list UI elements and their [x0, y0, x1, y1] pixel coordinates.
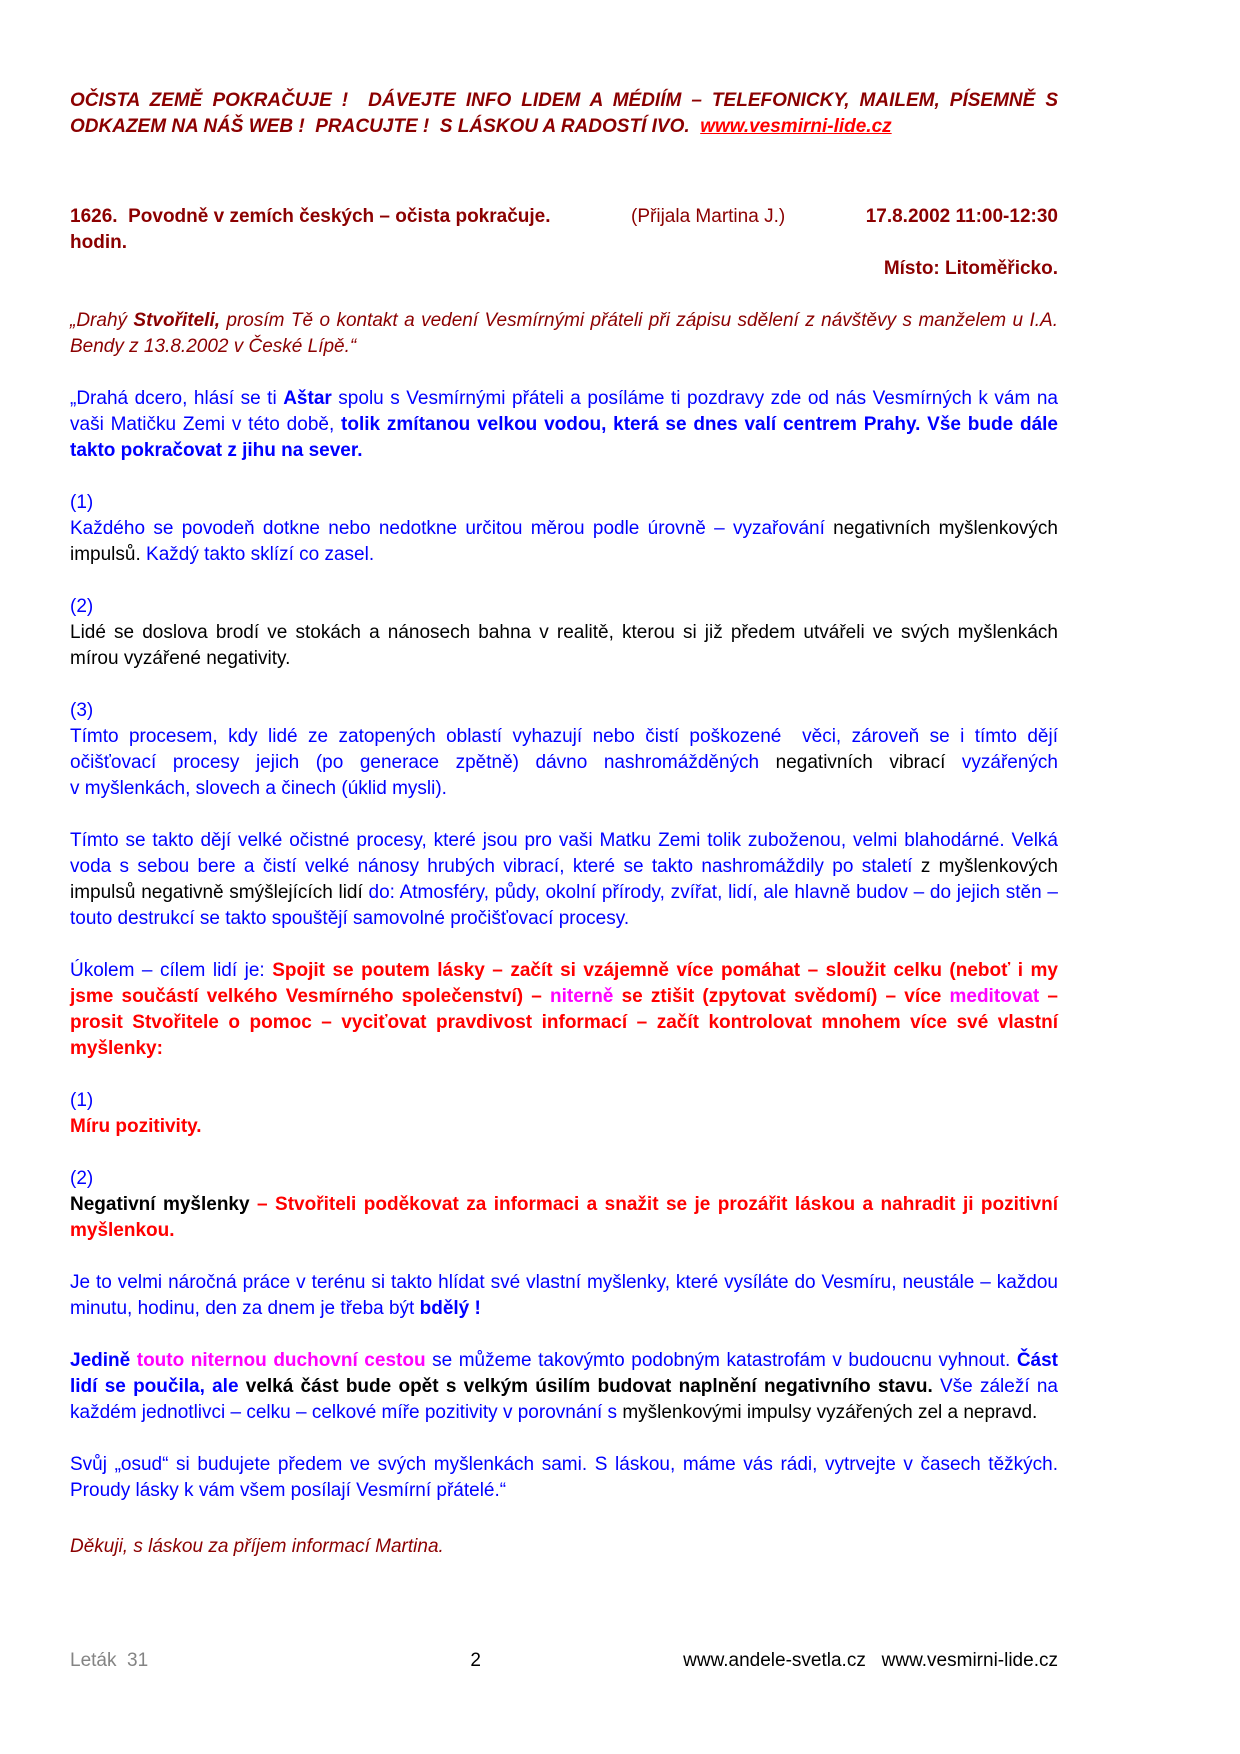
text-run: „Drahá dcero, hlásí se ti — [70, 388, 284, 409]
text-run: (3) — [70, 700, 94, 721]
text-run: myšlenkovými impulsy vyzářených zel a nepravd. — [622, 1402, 1038, 1423]
text-run: z myšlenkových impulsů negativně smýšlejících lidí — [70, 856, 1058, 903]
text-run: (2) — [70, 1168, 94, 1189]
text-run: (2) — [70, 596, 94, 617]
text-run: se můžeme takovýmto podobným katastrofám v budoucnu vyhnout. — [425, 1350, 1017, 1371]
spiritual-way-paragraph — [70, 1348, 1058, 1426]
task-paragraph — [70, 958, 1058, 1062]
text-run: Negativní myšlenky — [70, 1194, 258, 1215]
page-footer — [70, 1648, 1058, 1674]
text-run: se ztišit (zpytovat svědomí) – více — [613, 986, 950, 1007]
text-run: prosím Tě o kontakt a vedení Vesmírnými přáteli při zápisu sdělení z návštěvy s manželem u I.A. Bendy z 13.8.2002 v České Lípě.“ — [70, 310, 1058, 357]
text-run: (1) — [70, 1090, 94, 1111]
vesmirni-lide-url: www.vesmirni-lide.cz — [865, 1650, 1058, 1671]
message-datetime-cont: hodin. — [70, 232, 127, 253]
text-run: Tímto se takto dějí velké očistné procesy, které jsou pro vaši Matku Zemi tolik zuboženou, velmi blahodárné. Velká voda s sebou bere a čistí velké nánosy hrubých vibrací, které se takto nashromáždily po staletí — [70, 830, 1058, 877]
text-run: Každého se povodeň dotkne nebo nedotkne určitou měrou podle úrovně – vyzařování — [70, 518, 834, 539]
point-1-paragraph — [70, 490, 1058, 568]
text-run: velká část bude opět s velkým úsilím budovat naplnění negativního stavu. — [245, 1376, 940, 1397]
message-title-block — [70, 204, 1058, 282]
text-run: Aštar — [283, 388, 332, 409]
text-run: – Stvořiteli poděkovat za informaci a snažit se je prozářit láskou a nahradit ji pozitivní myšlenkou. — [70, 1194, 1058, 1241]
text-run: Vše záleží na každém jednotlivci – celku – celkové míře pozitivity v porovnání s — [70, 1376, 1058, 1423]
text-run: tolik zmítanou velkou vodou, která se dnes valí centrem Prahy. Vše bude dále takto pokračovat z jihu na sever. — [70, 414, 1058, 461]
message-datetime: 17.8.2002 11:00-12:30 — [865, 206, 1058, 227]
leaflet-label: Leták 31 — [70, 1650, 149, 1671]
message-title-line — [70, 204, 1058, 230]
text-run: vyzářených v myšlenkách, slovech a činech (úklid mysli). — [70, 752, 1059, 799]
farewell-paragraph — [70, 1452, 1058, 1504]
text-run: Jedině — [70, 1350, 137, 1371]
andele-svetla-url: www.andele-svetla.cz — [683, 1650, 866, 1671]
text-run: Je to velmi náročná práce v terénu si takto hlídat své vlastní myšlenky, které vysíláte do Vesmíru, neustále – každou minutu, hodinu, den za dnem je třeba být — [70, 1272, 1058, 1319]
text-run: Lidé se doslova brodí ve stokách a nánosech bahna v realitě, kterou si již předem utvářeli ve svých myšlenkách mírou vyzářené negativity. — [70, 622, 1058, 669]
point-3-paragraph — [70, 698, 1058, 802]
text-run: touto niternou duchovní cestou — [136, 1350, 426, 1371]
vesmirni-lide-link[interactable]: www.vesmirni-lide.cz — [700, 116, 892, 137]
text-run: OČISTA ZEMĚ POKRAČUJE ! DÁVEJTE INFO LIDEM A MÉDIÍM – TELEFONICKY, MAILEM, PÍSEMNĚ S ODKAZEM NA NÁŠ WEB ! PRACUJTE ! S LÁSKOU A RADOSTÍ IVO. — [70, 90, 1058, 137]
request-paragraph — [70, 308, 1058, 360]
text-run: spolu s Vesmírnými přáteli a posíláme ti pozdravy zde od nás Vesmírných k vám na vaši Matičku Zemi v této době, — [70, 388, 1058, 435]
point-2-paragraph — [70, 594, 1058, 672]
vigilance-paragraph — [70, 1270, 1058, 1322]
text-run: Úkolem – cílem lidí je: — [70, 960, 273, 981]
text-run: (1) — [70, 492, 94, 513]
text-run: meditovat — [949, 986, 1040, 1007]
cleansing-paragraph — [70, 828, 1058, 932]
text-run: Stvořiteli, — [133, 310, 220, 331]
text-run: niterně — [550, 986, 614, 1007]
text-run: „Drahý — [70, 310, 134, 331]
text-run: Tímto procesem, kdy lidé ze zatopených oblastí vyhazují nebo čistí poškozené věci, zároveň se i tímto dějí očišťovací procesy jejich (po generace zpětně) dávno nashromážděných — [70, 726, 1058, 773]
task-point-2-paragraph — [70, 1166, 1058, 1244]
text-run: Děkuji, s láskou za příjem informací Martina. — [70, 1536, 444, 1557]
text-run: do: Atmosféry, půdy, okolní přírody, zvířat, lidí, ale hlavně budov – do jejich stěn – touto destrukcí se takto spouštějí samovolné pročišťovací procesy. — [70, 882, 1058, 929]
page-number: 2 — [470, 1650, 481, 1671]
task-point-1-paragraph — [70, 1088, 1058, 1140]
header-notice — [70, 88, 1058, 140]
text-run: Část lidí se poučila, ale — [70, 1350, 1059, 1397]
message-place: Místo: Litoměřicko. — [883, 258, 1058, 279]
received-by: (Přijala Martina J.) — [631, 206, 786, 227]
text-run: negativních vibrací — [775, 752, 962, 773]
text-run: Spojit se poutem lásky – začít si vzájemně více pomáhat – sloužit celku (neboť i my jsme součástí velkého Vesmírného společenství) – — [70, 960, 1058, 1007]
text-run: negativních myšlenkových impulsů. — [70, 518, 1058, 565]
footer-links — [683, 1648, 1058, 1674]
text-run: Každý takto sklízí co zasel. — [146, 544, 375, 565]
text-run: Svůj „osud“ si budujete předem ve svých myšlenkách sami. S láskou, máme vás rádi, vytrvejte v časech těžkých. Proudy lásky k vám všem posílají Vesmírní přátelé.“ — [70, 1454, 1058, 1501]
text-run: – prosit Stvořitele o pomoc – vyciťovat pravdivost informací – začít kontrolovat mnohem více své vlastní myšlenky: — [70, 986, 1058, 1059]
closing-thanks — [70, 1534, 1058, 1560]
text-run: bdělý ! — [419, 1298, 481, 1319]
greeting-paragraph — [70, 386, 1058, 464]
text-run: Míru pozitivity. — [70, 1116, 202, 1137]
document-body — [70, 88, 1058, 1560]
message-number-title: 1626. Povodně v zemích českých – očista pokračuje. — [70, 206, 551, 227]
